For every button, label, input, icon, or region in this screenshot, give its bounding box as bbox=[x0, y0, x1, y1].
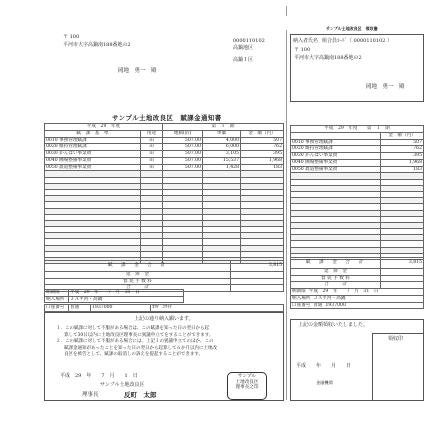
right-place-value: ＪＡ平河・高鍋 bbox=[313, 295, 346, 301]
right-due-label: 納期限 bbox=[292, 289, 306, 295]
payer-code: 組合員ｺｰﾄﾞ（ 0000110102 ） bbox=[322, 38, 392, 44]
payment-info-table bbox=[44, 289, 184, 303]
sheet-divider bbox=[286, 30, 287, 400]
account-number: 1937000 bbox=[91, 305, 151, 312]
right-delay-label: 延 滞 金 bbox=[291, 269, 381, 276]
period-term: 第 １ 期 bbox=[163, 124, 284, 131]
right-account-label: 口座番号 bbox=[292, 302, 311, 308]
table-row: 0040 圃場整備事業費 田 507.00 15,537 1,968 bbox=[46, 157, 282, 163]
payer-label: 納入者氏名 bbox=[293, 38, 319, 44]
place-label: 納入場所 bbox=[45, 296, 69, 303]
table-row: 0010 事務管理賦課 田 507.00 4,000 507 bbox=[46, 137, 282, 143]
account-kana: ｵｶﾁﾞ ﾕｳｲﾁ bbox=[151, 305, 284, 312]
chair-title: 理事長 bbox=[82, 392, 99, 398]
issue-date: 平成 29 年 7 月 1 日 bbox=[60, 373, 138, 379]
account-table bbox=[44, 304, 284, 312]
table-row: 0040 圃場整備事業費 1,968 bbox=[292, 159, 422, 165]
perforation-mark bbox=[286, 6, 287, 16]
account-label: 口座番号 bbox=[45, 305, 69, 312]
right-place-label: 納入場所 bbox=[292, 295, 311, 301]
period-year: 平成 29 年度 bbox=[45, 124, 163, 131]
table-row: 0030 かんばい事業費 田 507.00 3,105 395 bbox=[46, 151, 282, 157]
table-row: 0050 農道整備事業費 183 bbox=[292, 166, 422, 172]
receipt-table bbox=[290, 132, 424, 260]
bank-label: 金融機関 bbox=[316, 380, 333, 385]
right-sum-label: 合 計 bbox=[291, 282, 381, 289]
right-total-amount: 3,815 bbox=[381, 258, 424, 269]
right-due-value: 平成 29 年 7 月 31 日 bbox=[308, 289, 379, 295]
table-row: 0030 かんばい事業費 395 bbox=[292, 153, 422, 159]
col-amount: 金 額（円） bbox=[241, 131, 284, 138]
receipt-stamp-box bbox=[372, 333, 424, 401]
notice-title: サンプル土地改良区 賦課金通知書 bbox=[112, 114, 222, 122]
official-seal: サンプル 土地改良区 理事長之印 bbox=[227, 372, 267, 400]
chair-name: 反町 太郎 bbox=[124, 391, 157, 399]
receipt-date-line: 平成 年 月 日 bbox=[296, 363, 352, 369]
left-address: 平河市大字高鍋南188番地の2 bbox=[63, 42, 131, 48]
member-code: 0000110102 bbox=[233, 38, 265, 44]
right-address: 平河市大字高鍋南188番地の2 bbox=[294, 55, 362, 61]
district-name: 高鍋地区 bbox=[233, 45, 254, 51]
place-value: ＪＡ平河・高鍋 bbox=[69, 296, 184, 303]
right-account-number: 1937000 bbox=[325, 302, 346, 308]
receipt-line: 上記の金額領収いたしました。 bbox=[298, 322, 369, 328]
due-value: 平成 29 年 7 月 31 日 bbox=[69, 290, 184, 297]
org-name: サンプル土地改良区 bbox=[100, 382, 145, 388]
table-row: 0020 維持管理賦課 762 bbox=[292, 146, 422, 152]
left-recipient: 岡地 勇一 殿 bbox=[118, 68, 157, 74]
appeal-notes: １．この賦課に対して不服がある場合は、この賦課を知った日の翌日から起 算して30日以内に土地改良区理事長に異議申立てをすることができます。 ２．この賦課に対して不服がある場合には、上記１の異議申立てのほか、この 賦課金通知があったことを知った日の翌日から起算して６か月以内に土地改 良区を被告として、賦課の取消しの訴えを提起することができます。 bbox=[56, 326, 217, 358]
total-label: 賦 課 金 合 計 bbox=[45, 261, 231, 272]
notice-line: 上記の通り納入願います。 bbox=[134, 316, 194, 322]
left-postal: 〒 100 bbox=[63, 34, 80, 40]
receipt-title: サンプル土地改良区 領収書 bbox=[326, 26, 378, 31]
right-account-type: 普通 bbox=[313, 302, 323, 308]
col-basis: 賦 課 基 準 bbox=[45, 131, 141, 138]
delay-label: 延 滞 金 bbox=[45, 272, 231, 279]
right-total-label: 賦 課 金 合 計 bbox=[291, 258, 381, 269]
col-use: 用途 bbox=[141, 131, 163, 138]
right-recipient: 岡地 勇一 殿 bbox=[366, 84, 405, 90]
receipt-stamp-label: 領収印 bbox=[388, 336, 404, 342]
table-row: 0020 維持管理賦課 田 507.00 6,000 762 bbox=[46, 144, 282, 150]
table-row: 0010 事務管理賦課 507 bbox=[292, 139, 422, 145]
right-col-amount: 金 額（円） bbox=[381, 133, 424, 140]
assessment-table bbox=[44, 130, 284, 264]
due-label: 納期限 bbox=[45, 290, 69, 297]
area-name: 高鍋１区 bbox=[233, 57, 254, 63]
account-type: 普通 bbox=[69, 305, 91, 312]
col-area: 地積(㎡) bbox=[163, 131, 203, 138]
right-fee-label: 督 促 手 数 料 bbox=[291, 275, 381, 282]
total-amount: 3,815 bbox=[231, 261, 284, 272]
right-postal: 〒 100 bbox=[294, 47, 311, 53]
fee-label: 督 促 手 数 料 bbox=[45, 278, 231, 285]
col-price: 単価 bbox=[203, 131, 241, 138]
summary-table bbox=[44, 260, 284, 292]
right-period: 平成 29 年度 第 １ 期 bbox=[291, 126, 424, 133]
sum-label: 合 計 bbox=[45, 285, 231, 292]
right-summary-table bbox=[290, 257, 424, 309]
table-row: 0050 農道整備事業費 田 507.00 1,428 183 bbox=[46, 164, 282, 170]
